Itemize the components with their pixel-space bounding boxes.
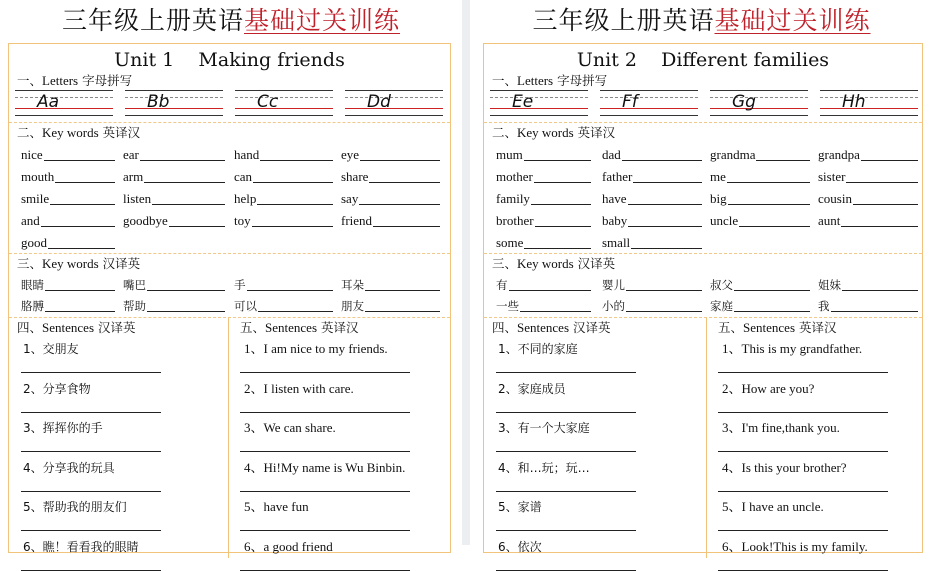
answer-line[interactable]	[496, 491, 636, 492]
sentence-prompt: 2、How are you?	[722, 380, 815, 396]
answer-line[interactable]	[240, 530, 410, 531]
answer-line[interactable]	[21, 530, 161, 531]
section-title-en: Key words	[42, 125, 99, 140]
letter-pair: Dd	[367, 92, 391, 112]
vocab-word: dad	[602, 147, 621, 162]
section-instruction: 字母拼写	[553, 73, 608, 88]
section-title-en: Sentences	[42, 320, 94, 335]
title-black: 三年级上册英语	[532, 6, 715, 35]
sentence-prompt: 6、a good friend	[244, 538, 333, 554]
answer-line[interactable]	[718, 412, 888, 413]
section-title-en: Key words	[42, 256, 99, 271]
answer-line[interactable]	[240, 372, 410, 373]
section-number: 五、	[718, 320, 744, 335]
vocab-word: arm	[123, 169, 144, 184]
section-instruction: 英译汉	[573, 125, 616, 140]
answer-line[interactable]	[240, 491, 410, 492]
sentence-prompt: 1、I am nice to my friends.	[244, 341, 388, 356]
vocab-word: me	[710, 169, 726, 184]
vocab-word: 可以	[234, 299, 257, 313]
section-title-en: Key words	[517, 256, 574, 271]
column-divider	[228, 318, 229, 558]
letter-pair: Aa	[37, 92, 60, 112]
section-instruction: 汉译英	[94, 320, 136, 335]
vocab-word: friend	[341, 213, 373, 228]
vocab-word: 眼睛	[21, 278, 44, 292]
vocab-word: 嘴巴	[123, 278, 146, 292]
section-instruction: 英译汉	[98, 125, 141, 140]
vocab-word: have	[602, 191, 627, 206]
vocab-word: good	[21, 235, 47, 250]
vocab-word: can	[234, 169, 253, 184]
section-number: 三、	[17, 256, 43, 271]
vocab-word: 耳朵	[341, 278, 364, 292]
sentence-prompt: 2、I listen with care.	[244, 380, 354, 396]
answer-line[interactable]	[718, 530, 888, 531]
section-instruction: 汉译英	[569, 320, 611, 335]
letter-pair: Hh	[842, 92, 866, 112]
answer-line[interactable]	[496, 530, 636, 531]
vocab-word: family	[496, 191, 530, 206]
section-number: 一、	[492, 73, 518, 88]
vocab-word: 婴儿	[602, 278, 625, 292]
answer-line[interactable]	[21, 491, 161, 492]
answer-line[interactable]	[496, 412, 636, 413]
vocab-word: uncle	[710, 213, 739, 228]
sentence-prompt: 4、和…玩；玩…	[498, 460, 590, 475]
worksheet-title	[0, 4, 462, 38]
vocab-word: 叔父	[710, 278, 733, 292]
vocab-word: listen	[123, 191, 152, 206]
sentence-prompt: 6、Look!This is my family.	[722, 538, 868, 554]
section-divider	[9, 44, 450, 318]
vocab-word: father	[602, 169, 633, 184]
answer-line[interactable]	[496, 451, 636, 452]
vocab-word: 胳膊	[21, 299, 44, 313]
section-title-en: Letters	[42, 73, 79, 88]
answer-line[interactable]	[21, 451, 161, 452]
s4-head-heading	[492, 320, 610, 336]
vocab-word: 有	[496, 278, 508, 292]
vocab-word: grandpa	[818, 147, 860, 162]
vocab-word: nice	[21, 147, 43, 162]
section-divider	[484, 44, 922, 318]
vocab-word: mouth	[21, 169, 55, 184]
vocab-word: 一些	[496, 299, 519, 313]
answer-line[interactable]	[496, 570, 636, 571]
section-number: 二、	[17, 125, 43, 140]
sentence-prompt: 4、分享我的玩具	[23, 460, 115, 475]
vocab-word: goodbye	[123, 213, 168, 228]
answer-line[interactable]	[496, 372, 636, 373]
letter-pair: Cc	[257, 92, 279, 112]
vocab-word: mother	[496, 169, 533, 184]
unit-title: Unit 1 Making friends	[114, 49, 345, 71]
vocab-word: grandma	[710, 147, 756, 162]
vocab-word: and	[21, 213, 40, 228]
vocab-word: 家庭	[710, 299, 733, 313]
sentence-prompt: 2、家庭成员	[498, 381, 566, 396]
s5-head-heading	[718, 320, 836, 336]
title-red: 基础过关训练	[244, 6, 401, 35]
vocab-word: smile	[21, 191, 50, 206]
section-title-en: Sentences	[265, 320, 317, 335]
vocab-word: help	[234, 191, 257, 206]
answer-line[interactable]	[718, 491, 888, 492]
answer-line[interactable]	[718, 451, 888, 452]
column-divider	[706, 318, 707, 558]
vocab-word: share	[341, 169, 369, 184]
answer-line[interactable]	[240, 570, 410, 571]
worksheet-title	[470, 4, 933, 38]
title-black: 三年级上册英语	[61, 6, 244, 35]
title-red: 基础过关训练	[714, 6, 871, 35]
section-number: 一、	[17, 73, 43, 88]
answer-line[interactable]	[240, 451, 410, 452]
vocab-word: hand	[234, 147, 260, 162]
section-instruction: 汉译英	[98, 256, 141, 271]
sentence-prompt: 1、不同的家庭	[498, 342, 578, 356]
section-number: 四、	[492, 320, 518, 335]
vocab-word: sister	[818, 169, 846, 184]
vocab-word: mum	[496, 147, 523, 162]
answer-line[interactable]	[21, 412, 161, 413]
vocab-word: cousin	[818, 191, 852, 206]
sentence-prompt: 5、have fun	[244, 499, 309, 514]
answer-line[interactable]	[240, 412, 410, 413]
vocab-word: 帮助	[123, 299, 146, 313]
sentence-prompt: 1、交朋友	[23, 342, 79, 356]
s5-head-heading	[240, 320, 358, 336]
section-title-en: Key words	[517, 125, 574, 140]
sentence-prompt: 5、帮助我的朋友们	[23, 500, 127, 514]
vocab-word: 我	[818, 299, 830, 313]
vocab-word: eye	[341, 147, 360, 162]
section-title-en: Letters	[517, 73, 554, 88]
sentence-prompt: 6、瞧！看看我的眼睛	[23, 539, 139, 554]
sentence-prompt: 4、Hi!My name is Wu Binbin.	[244, 459, 406, 475]
vocab-word: some	[496, 235, 524, 250]
section-title-en: Sentences	[743, 320, 795, 335]
letter-pair: Gg	[732, 92, 756, 112]
vocab-word: 小的	[602, 299, 625, 313]
section-title-en: Sentences	[517, 320, 569, 335]
section-instruction: 汉译英	[573, 256, 616, 271]
vocab-word: baby	[602, 213, 628, 228]
vocab-word: toy	[234, 213, 251, 228]
sentence-prompt: 2、分享食物	[23, 381, 91, 396]
sentence-prompt: 3、I'm fine,thank you.	[722, 420, 840, 435]
answer-line[interactable]	[21, 372, 161, 373]
section-number: 二、	[492, 125, 518, 140]
sentence-prompt: 4、Is this your brother?	[722, 459, 847, 475]
vocab-word: 姐妹	[818, 278, 841, 292]
letter-pair: Ff	[622, 92, 638, 112]
vocab-word: ear	[123, 147, 139, 162]
s4-head-heading	[17, 320, 135, 336]
sentence-prompt: 5、家谱	[498, 500, 542, 514]
answer-line[interactable]	[21, 570, 161, 571]
worksheet-unit-1	[0, 0, 462, 554]
sentence-prompt: 6、依次	[498, 539, 542, 554]
section-instruction: 英译汉	[795, 320, 837, 335]
answer-line[interactable]	[718, 570, 888, 571]
letter-pair: Ee	[512, 92, 534, 112]
vocab-word: 手	[234, 278, 246, 292]
vocab-word: aunt	[818, 213, 841, 228]
letter-pair: Bb	[147, 92, 170, 112]
section-number: 三、	[492, 256, 518, 271]
sentence-prompt: 5、I have an uncle.	[722, 499, 824, 514]
sentence-prompt: 3、挥挥你的手	[23, 421, 103, 435]
section-number: 五、	[240, 320, 266, 335]
worksheet-frame	[8, 43, 451, 553]
vocab-word: small	[602, 235, 631, 250]
page-gutter	[462, 0, 470, 545]
unit-title: Unit 2 Different families	[576, 49, 830, 71]
section-instruction: 英译汉	[317, 320, 359, 335]
worksheet-unit-2	[470, 0, 933, 554]
vocab-word: brother	[496, 213, 534, 228]
vocab-word: 朋友	[341, 299, 364, 313]
section-number: 四、	[17, 320, 43, 335]
section-instruction: 字母拼写	[78, 73, 133, 88]
sentence-prompt: 1、This is my grandfather.	[722, 341, 863, 356]
sentence-prompt: 3、We can share.	[244, 420, 336, 435]
vocab-word: big	[710, 191, 727, 206]
worksheet-frame	[483, 43, 923, 553]
answer-line[interactable]	[718, 372, 888, 373]
vocab-word: say	[341, 191, 359, 206]
sentence-prompt: 3、有一个大家庭	[498, 421, 590, 435]
